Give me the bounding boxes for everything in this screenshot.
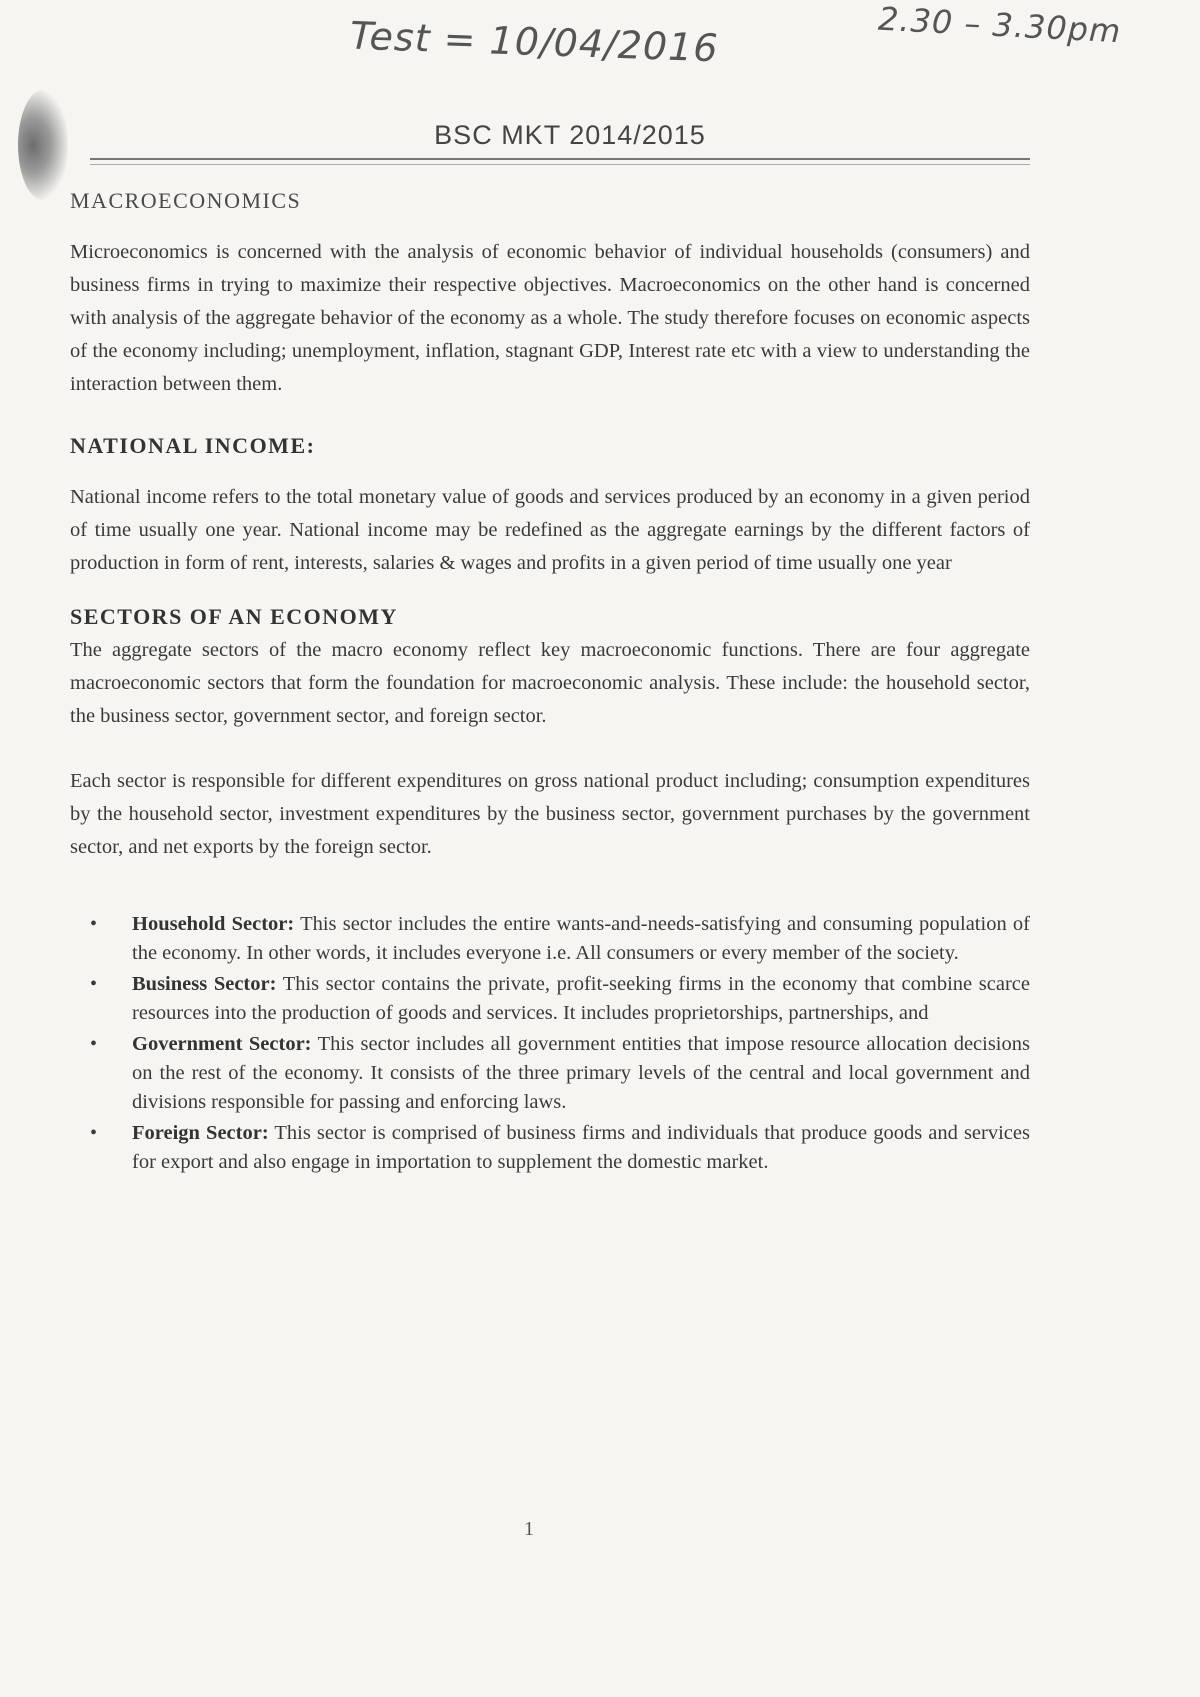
list-term: Business Sector:: [132, 973, 277, 995]
section-heading-macroeconomics: MACROECONOMICS: [70, 188, 302, 213]
document-header: [90, 120, 1030, 151]
list-text: This sector includes all government entities that impose resource allocation decisions on the rest of the economy. It consists of the three primary levels of the central and local government and divisions responsible for passing and enforcing laws.: [132, 1033, 1030, 1113]
section-heading-sectors: SECTORS OF AN ECONOMY: [70, 604, 398, 629]
bullet-icon: •: [90, 973, 98, 995]
paragraph-sector-expenditures: Each sector is responsible for different expenditures on gross national product including; consumption expenditures by the household sector, investment expenditures by the business sector, government purchases by the government sector, and net exports by the foreign sector.: [70, 770, 1030, 858]
list-term: Household Sector:: [132, 913, 295, 935]
list-term: Foreign Sector:: [132, 1122, 269, 1144]
paragraph-national-income: National income refers to the total monetary value of goods and services produced by an economy in a given period of time usually one year. National income may be redefined as the aggregate earnings by the different factors of production in form of rent, interests, salaries & wages and profits in a given period of time usually one year: [70, 486, 1030, 574]
page-number: 1: [524, 1518, 534, 1540]
course-title: BSC MKT 2014/2015: [434, 120, 706, 150]
list-text: This sector contains the private, profit-seeking firms in the economy that combine scarce resources into the production of goods and services. It includes proprietorships, partnerships, and: [132, 973, 1030, 1024]
list-item-government: [70, 1030, 1030, 1117]
list-item-business: [70, 970, 1030, 1028]
list-item-household: [70, 910, 1030, 968]
document-body: [70, 188, 1030, 1179]
bullet-icon: •: [90, 913, 98, 935]
list-term: Government Sector:: [132, 1033, 312, 1055]
list-text: This sector includes the entire wants-and-needs-satisfying and consuming population of the economy. In other words, it includes everyone i.e. All consumers or every member of the society.: [132, 913, 1030, 964]
paragraph-sectors: The aggregate sectors of the macro economy reflect key macroeconomic functions. There are four aggregate macroeconomic sectors that form the foundation for macroeconomic analysis. These include: the household sector, the business sector, government sector, and foreign sector.: [70, 639, 1030, 727]
scan-shadow: [18, 90, 68, 200]
sector-list: [70, 910, 1030, 1177]
list-text: This sector is comprised of business firms and individuals that produce goods and services for export and also engage in importation to supplement the domestic market.: [132, 1122, 1030, 1173]
list-item-foreign: [70, 1119, 1030, 1177]
bullet-icon: •: [90, 1033, 98, 1055]
handwritten-test-date: Test = 10/04/2016: [349, 13, 720, 71]
section-heading-national-income: NATIONAL INCOME:: [70, 433, 316, 458]
paragraph-macroeconomics: Microeconomics is concerned with the analysis of economic behavior of individual households (consumers) and business firms in trying to maximize their respective objectives. Macroeconomics on the other hand is concerned with analysis of the aggregate behavior of the economy as a whole. The study therefore focuses on economic aspects of the economy including; unemployment, inflation, stagnant GDP, Interest rate etc with a view to understanding the interaction between them.: [70, 241, 1030, 395]
bullet-icon: •: [90, 1122, 98, 1144]
header-divider: [90, 158, 1030, 165]
handwritten-time: 2.30 – 3.30pm: [877, 0, 1123, 51]
